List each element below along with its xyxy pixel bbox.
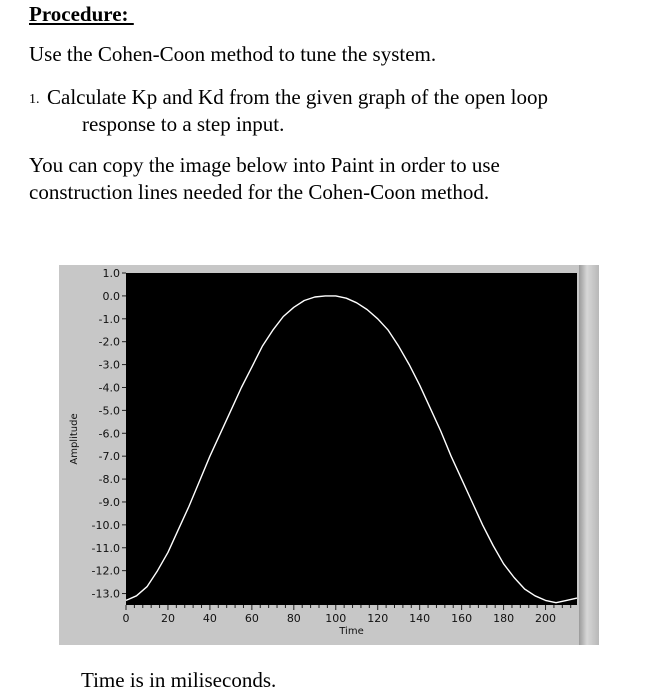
- panel-scrollbar[interactable]: [579, 265, 599, 645]
- x-tick-label: 0: [122, 612, 130, 625]
- step-number: 1.: [29, 92, 40, 107]
- y-tick-label: -3.0: [98, 358, 120, 372]
- y-tick-label: -4.0: [98, 381, 120, 395]
- x-tick-label: 200: [535, 612, 557, 625]
- y-tick-label: -8.0: [98, 473, 120, 487]
- x-tick-label: 160: [451, 612, 473, 625]
- y-tick-label: -7.0: [98, 450, 120, 464]
- y-tick-label: -13.0: [91, 587, 120, 601]
- paint-note-line-2: construction lines needed for the Cohen-Coon method.: [29, 180, 490, 204]
- y-tick-label: -9.0: [98, 495, 120, 509]
- intro-paragraph: Use the Cohen-Coon method to tune the system.: [29, 42, 437, 66]
- time-caption: Time is in miliseconds.: [81, 668, 277, 692]
- series-line: [126, 296, 577, 603]
- x-tick-label: 180: [493, 612, 515, 625]
- paint-note-line-1: You can copy the image below into Paint in order to use: [29, 153, 500, 177]
- step-text-continuation: response to a step input.: [82, 112, 285, 136]
- y-tick-label: -2.0: [98, 335, 120, 349]
- y-axis-label: Amplitude: [69, 413, 80, 465]
- x-tick-label: 120: [367, 612, 389, 625]
- y-tick-label: -10.0: [91, 518, 120, 532]
- y-tick-label: -1.0: [98, 312, 120, 326]
- x-axis-label: Time: [339, 626, 364, 637]
- y-tick-label: -11.0: [91, 541, 120, 555]
- x-tick-label: 80: [286, 612, 301, 625]
- procedure-heading: Procedure:: [29, 2, 134, 26]
- x-tick-label: 20: [160, 612, 175, 625]
- x-tick-label: 40: [202, 612, 217, 625]
- chart-svg: [59, 265, 599, 645]
- graph-panel: [59, 265, 599, 645]
- y-tick-label: -12.0: [91, 564, 120, 578]
- step-text: Calculate Kp and Kd from the given graph of the open loop: [47, 85, 548, 109]
- paint-note: [29, 152, 629, 206]
- y-tick-label: -5.0: [98, 404, 120, 418]
- y-tick-label: 1.0: [102, 267, 120, 280]
- x-tick-label: 60: [244, 612, 259, 625]
- x-tick-label: 100: [325, 612, 347, 625]
- x-tick-label: 140: [409, 612, 431, 625]
- y-tick-label: 0.0: [102, 289, 120, 303]
- y-tick-label: -6.0: [98, 427, 120, 441]
